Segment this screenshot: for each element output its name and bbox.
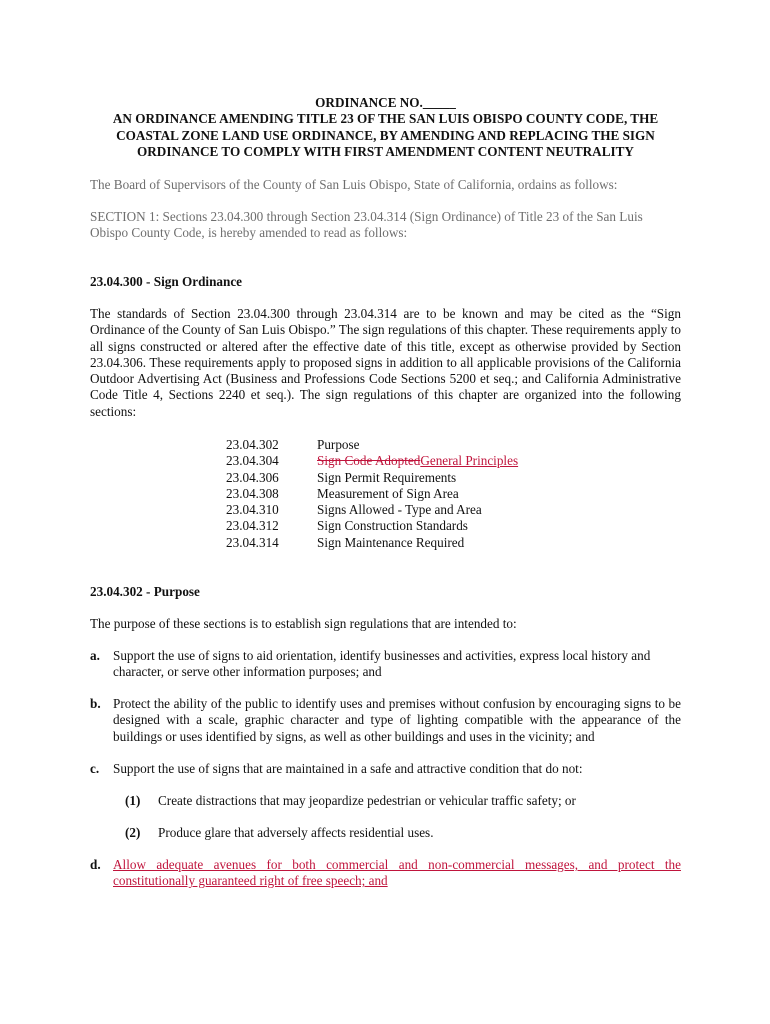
list-subitem-1 [125, 793, 681, 809]
ordinance-title [90, 95, 681, 160]
item-label: (1) [125, 793, 141, 808]
item-text: Support the use of signs that are maintained in a safe and attractive condition that do not: [113, 761, 583, 776]
item-text-inserted: Allow adequate avenues for both commercial and non-commercial messages, and protect the constitutionally guaranteed right of free speech; and [113, 857, 681, 889]
heading-23-04-300: 23.04.300 - Sign Ordinance [90, 274, 243, 289]
toc-number: 23.04.312 [226, 518, 279, 534]
toc-label: Purpose [317, 437, 360, 452]
purpose-intro: The purpose of these sections is to establish sign regulations that are intended to: [90, 616, 517, 631]
toc-row [226, 518, 646, 534]
toc-label: Sign Maintenance Required [317, 534, 465, 550]
item-text: Support the use of signs to aid orientation, identify businesses and activities, express local history and character, or serve other information purposes; and [113, 648, 651, 680]
toc-number: 23.04.304 [226, 453, 279, 469]
toc-row [226, 486, 646, 502]
toc-row [226, 502, 646, 518]
list-item-c [90, 761, 681, 777]
item-label: a. [90, 648, 100, 663]
item-text: Create distractions that may jeopardize pedestrian or vehicular traffic safety; or [158, 793, 576, 808]
deleted-text: Sign Code Adopted [317, 453, 421, 469]
list-item-b [90, 696, 681, 745]
title-line-3: COASTAL ZONE LAND USE ORDINANCE, BY AMENDING AND REPLACING THE SIGN [116, 127, 655, 143]
toc-number: 23.04.302 [226, 437, 279, 452]
toc-label: Measurement of Sign Area [317, 485, 459, 501]
heading-23-04-302: 23.04.302 - Purpose [90, 584, 200, 599]
sign-ordinance-paragraph: The standards of Section 23.04.300 through 23.04.314 are to be known and may be cited as the “Sign Ordinance of the County of San Luis Obispo.” The sign regulations of this chapter. These requirements apply to all signs constructed or altered after the effective date of this title, except as otherwise provided by Section 23.04.306. These requirements apply to proposed signs in addition to all applicable provisions of the California Outdoor Advertising Act (Business and Professions Code Sections 5200 et seq.; and California Administrative Code Title 4, Sections 2240 et seq.). The sign regulations of this chapter are organized into the following sections: [90, 306, 681, 419]
item-label: d. [90, 857, 101, 872]
section-list [226, 437, 646, 551]
section-1-paragraph: SECTION 1: Sections 23.04.300 through Section 23.04.314 (Sign Ordinance) of Title 23 of the San Luis Obispo County Code, is hereby amended to read as follows: [90, 209, 643, 241]
toc-number: 23.04.310 [226, 502, 279, 518]
list-item-a [90, 648, 681, 681]
item-label: b. [90, 696, 101, 711]
list-item-d [90, 857, 681, 890]
title-line-2: AN ORDINANCE AMENDING TITLE 23 OF THE SAN LUIS OBISPO COUNTY CODE, THE [112, 111, 659, 127]
toc-label: Sign Permit Requirements [317, 469, 457, 485]
toc-label: Signs Allowed - Type and Area [317, 502, 482, 518]
toc-row [226, 437, 646, 453]
toc-row [226, 535, 646, 551]
toc-label-revised [317, 453, 518, 469]
item-label: c. [90, 761, 100, 776]
item-text: Protect the ability of the public to identify uses and premises without confusion by encouraging signs to be designed with a scale, graphic character and type of lighting compatible with the appearance of the buildings or uses identified by signs, as well as other buildings and uses in the vicinity; and [113, 696, 681, 744]
inserted-text: General Principles [420, 453, 519, 469]
toc-row [226, 453, 646, 469]
toc-row [226, 470, 646, 486]
toc-number: 23.04.314 [226, 534, 279, 550]
item-label: (2) [125, 825, 141, 840]
item-text: Produce glare that adversely affects residential uses. [158, 825, 434, 840]
toc-label: Sign Construction Standards [317, 518, 468, 534]
title-line-4: ORDINANCE TO COMPLY WITH FIRST AMENDMENT CONTENT NEUTRALITY [137, 143, 634, 159]
toc-number: 23.04.308 [226, 485, 279, 501]
list-subitem-2 [125, 825, 681, 841]
ordinance-number: ORDINANCE NO._____ [315, 95, 456, 110]
toc-number: 23.04.306 [226, 469, 279, 485]
intro-paragraph: The Board of Supervisors of the County of San Luis Obispo, State of California, ordains as follows: [90, 177, 618, 192]
